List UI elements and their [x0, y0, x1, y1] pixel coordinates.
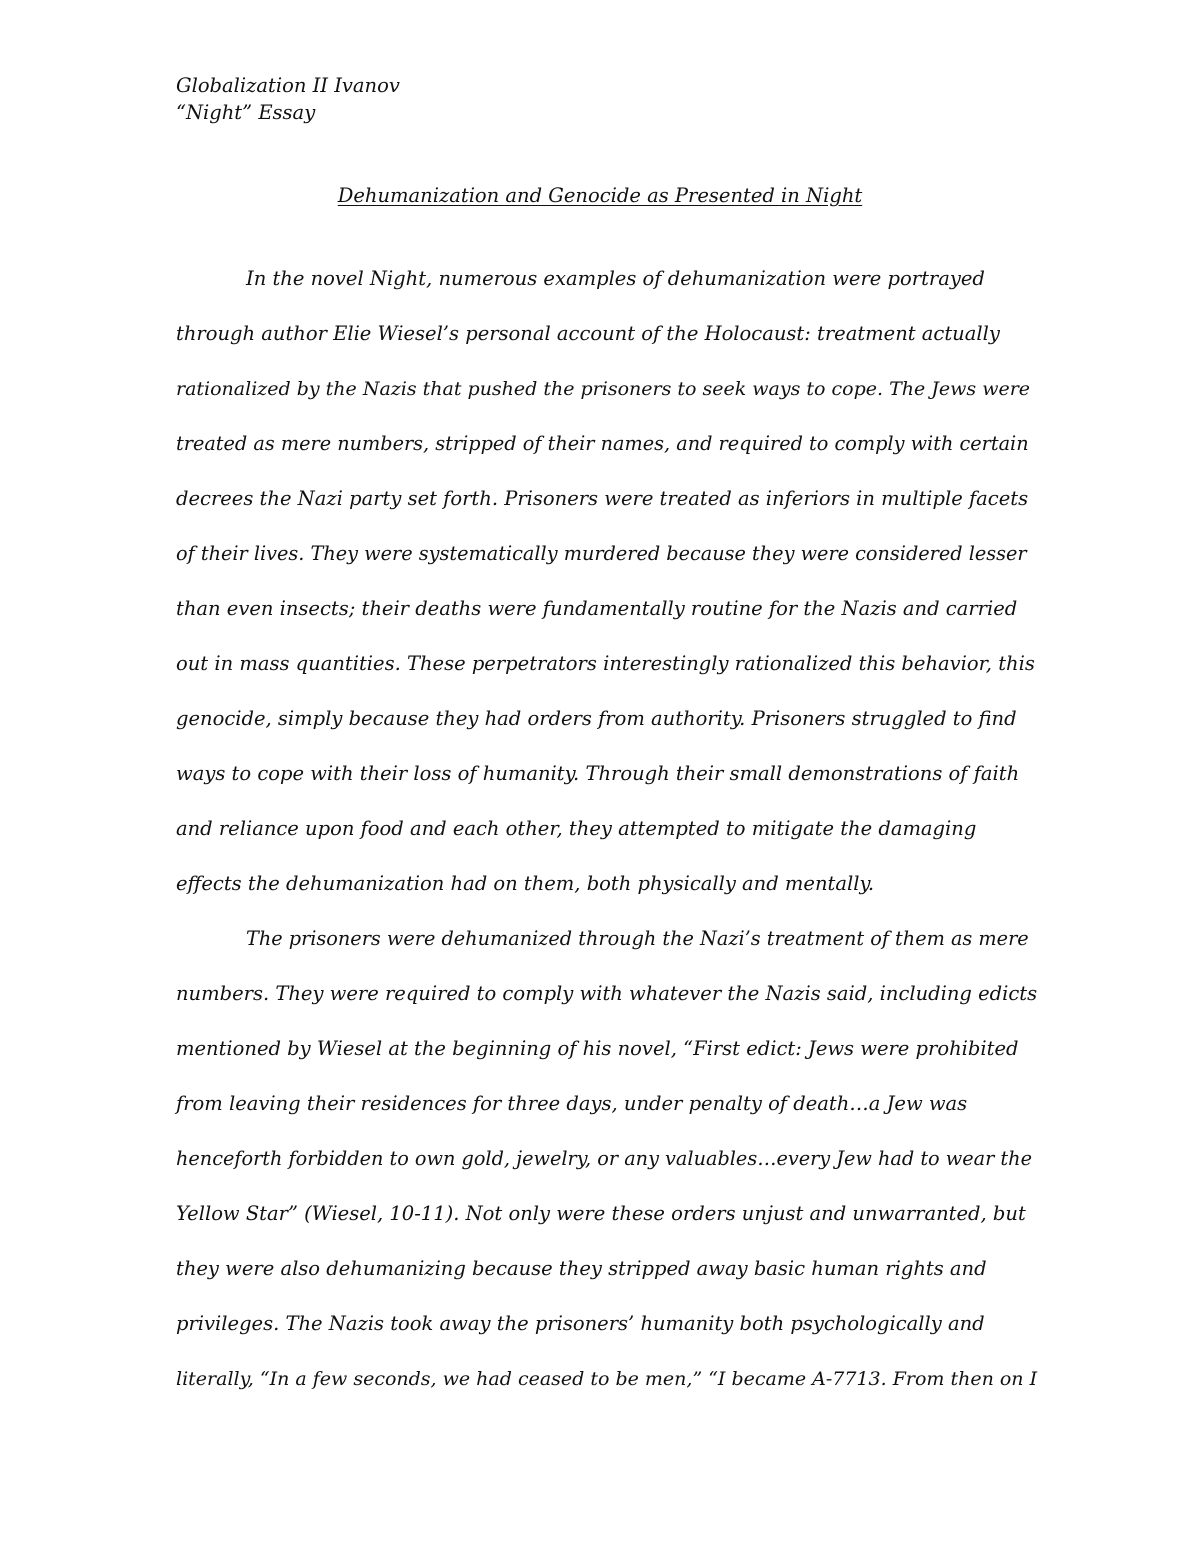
- paragraph-line: and reliance upon food and each other, they attempted to mitigate the damaging: [176, 817, 977, 840]
- essay-title: Dehumanization and Genocide as Presented in Night: [337, 184, 863, 207]
- paragraph-line: ways to cope with their loss of humanity. Through their small demonstrations of faith: [176, 762, 1020, 785]
- paragraph-line: from leaving their residences for three days, under penalty of death…a Jew was: [176, 1092, 968, 1115]
- course-line: Globalization II Ivanov: [176, 74, 400, 97]
- paragraph-line: decrees the Nazi party set forth. Prisoners were treated as inferiors in multiple facets: [176, 487, 1029, 510]
- paragraph-line: treated as mere numbers, stripped of their names, and required to comply with certain: [176, 432, 1029, 455]
- paragraph-line: through author Elie Wiesel’s personal account of the Holocaust: treatment actually: [176, 322, 1000, 345]
- paragraph-line: mentioned by Wiesel at the beginning of his novel, “First edict: Jews were prohibited: [176, 1037, 1019, 1060]
- paragraph-line: literally, “In a few seconds, we had ceased to be men,” “I became A-7713. From then on I: [176, 1368, 1038, 1390]
- paragraph-line: than even insects; their deaths were fundamentally routine for the Nazis and carried: [176, 597, 1018, 620]
- essay-body: [176, 264, 1036, 1419]
- paragraph-line: privileges. The Nazis took away the prisoners’ humanity both psychologically and: [176, 1312, 985, 1335]
- essay-header: [176, 72, 1036, 126]
- assignment-line: “Night” Essay: [176, 101, 316, 124]
- paragraph-line: numbers. They were required to comply with whatever the Nazis said, including edicts: [176, 982, 1038, 1005]
- paragraph-line: genocide, simply because they had orders from authority. Prisoners struggled to find: [176, 707, 1017, 730]
- paragraph-line: rationalized by the Nazis that pushed the prisoners to seek ways to cope. The Jews were: [176, 378, 1031, 400]
- paragraph-line: they were also dehumanizing because they stripped away basic human rights and: [176, 1257, 987, 1280]
- paragraph-line: out in mass quantities. These perpetrators interestingly rationalized this behavior, this: [176, 652, 1035, 675]
- paragraph-line: The prisoners were dehumanized through the Nazi’s treatment of them as mere: [246, 927, 1029, 950]
- paragraph-line: In the novel Night, numerous examples of dehumanization were portrayed: [246, 267, 985, 290]
- paragraph-line: of their lives. They were systematically murdered because they were considered lesser: [176, 542, 1027, 565]
- paragraph-line: effects the dehumanization had on them, both physically and mentally.: [176, 872, 875, 895]
- paragraph-line: henceforth forbidden to own gold, jewelry, or any valuables…every Jew had to wear the: [176, 1147, 1032, 1170]
- paragraph-line: Yellow Star” (Wiesel, 10-11). Not only were these orders unjust and unwarranted, but: [176, 1202, 1026, 1225]
